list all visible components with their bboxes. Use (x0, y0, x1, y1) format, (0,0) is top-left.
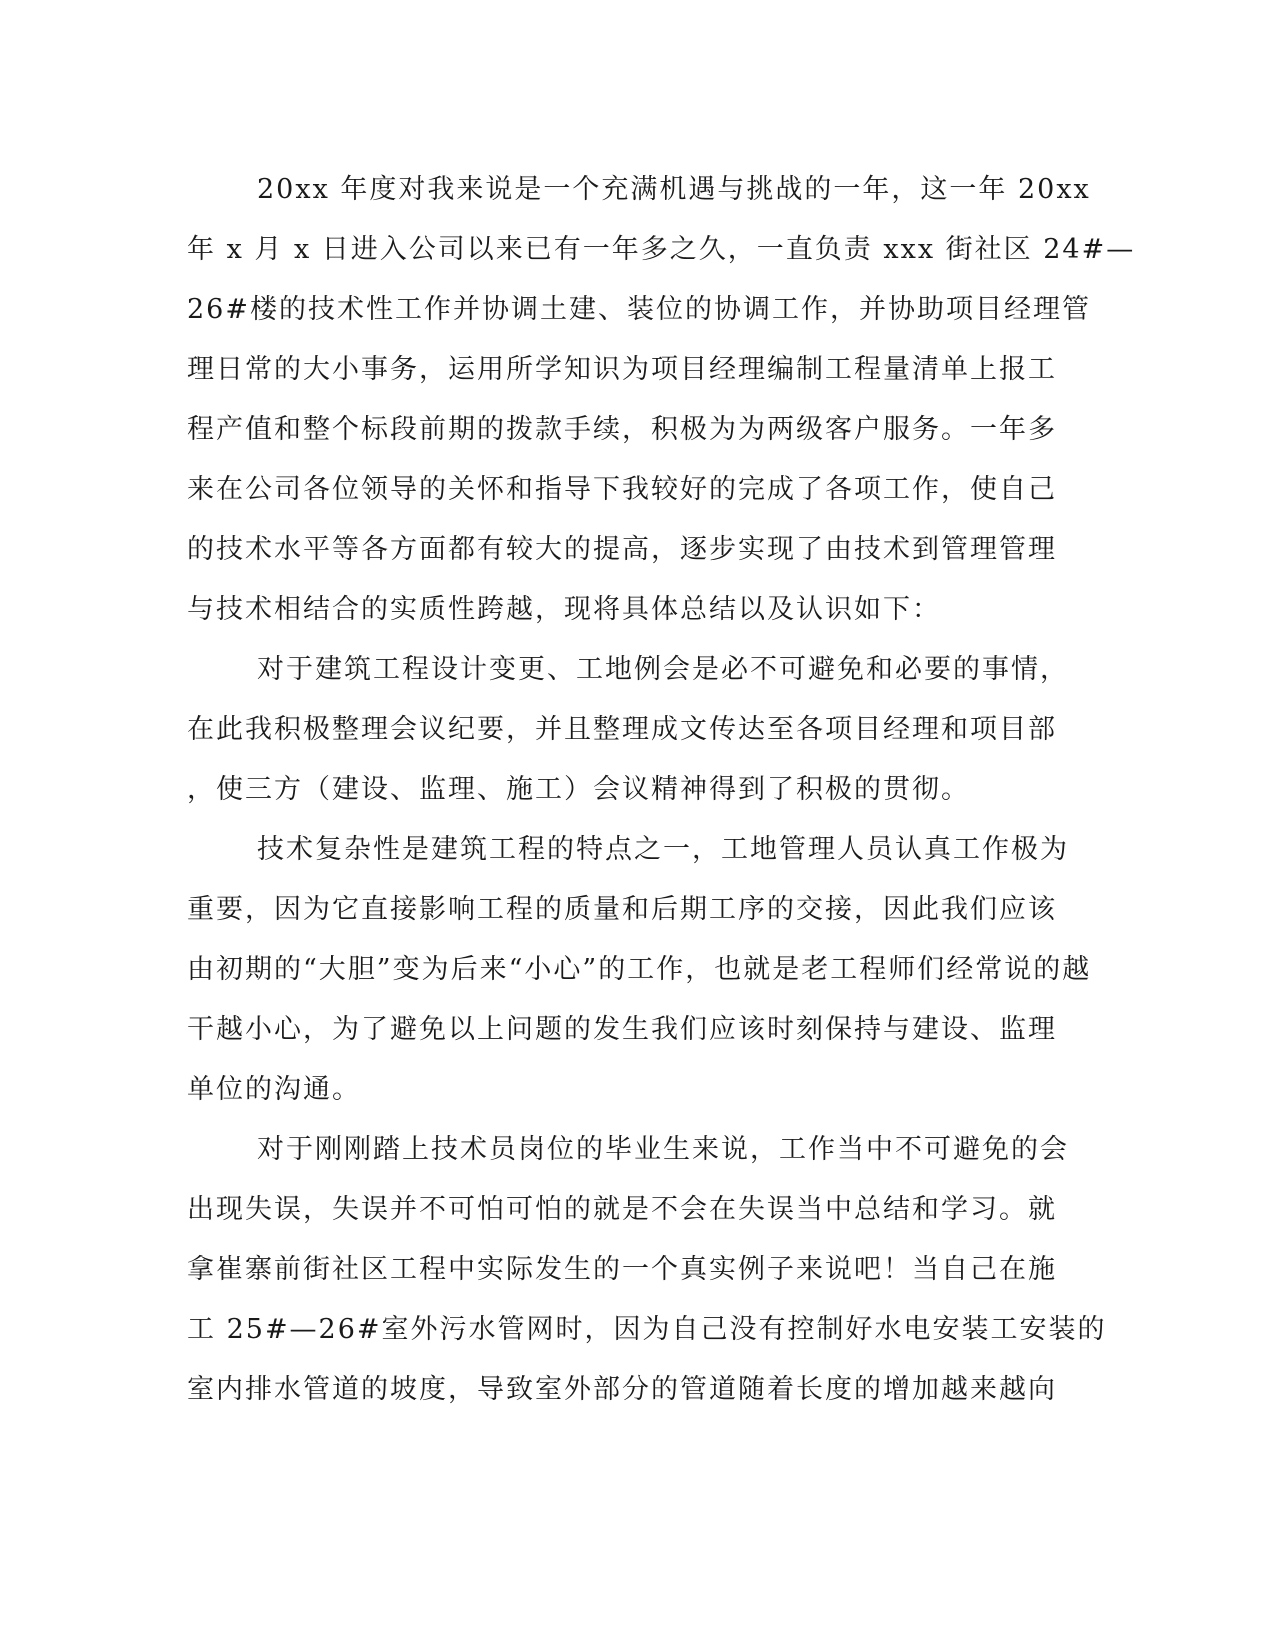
text-line: 理日常的大小事务，运用所学知识为项目经理编制工程量清单上报工 (187, 354, 1057, 385)
text-line: 室内排水管道的坡度，导致室外部分的管道随着长度的增加越来越向 (187, 1374, 1057, 1405)
text-line: 20xx 年度对我来说是一个充满机遇与挑战的一年，这一年 20xx (257, 174, 1091, 205)
paragraph-1 (187, 160, 1136, 640)
text-line: 出现失误，失误并不可怕可怕的就是不会在失误当中总结和学习。就 (187, 1194, 1057, 1225)
text-line: 的技术水平等各方面都有较大的提高，逐步实现了由技术到管理管理 (187, 534, 1057, 565)
text-line: 来在公司各位领导的关怀和指导下我较好的完成了各项工作，使自己 (187, 474, 1057, 505)
text-line: 技术复杂性是建筑工程的特点之一，工地管理人员认真工作极为 (257, 834, 1069, 865)
text-line: ，使三方（建设、监理、施工）会议精神得到了积极的贯彻。 (187, 774, 970, 805)
text-line: 工 25#—26#室外污水管网时，因为自己没有控制好水电安装工安装的 (187, 1314, 1107, 1345)
paragraph-4 (187, 1120, 1107, 1420)
paragraph-2 (187, 640, 1067, 820)
paragraph-3 (187, 820, 1092, 1120)
text-line: 重要，因为它直接影响工程的质量和后期工序的交接，因此我们应该 (187, 894, 1057, 925)
text-line: 26#楼的技术性工作并协调土建、装位的协调工作，并协助项目经理管 (187, 294, 1091, 325)
text-line: 对于刚刚踏上技术员岗位的毕业生来说，工作当中不可避免的会 (257, 1134, 1069, 1165)
text-line: 拿崔寨前街社区工程中实际发生的一个真实例子来说吧！当自己在施 (187, 1254, 1057, 1285)
text-line: 年 x 月 x 日进入公司以来已有一年多之久，一直负责 xxx 街社区 24#— (187, 234, 1136, 265)
text-line: 对于建筑工程设计变更、工地例会是必不可避免和必要的事情， (257, 654, 1069, 685)
text-line: 干越小心，为了避免以上问题的发生我们应该时刻保持与建设、监理 (187, 1014, 1057, 1045)
document-body (187, 160, 1136, 1420)
text-line: 程产值和整个标段前期的拨款手续，积极为为两级客户服务。一年多 (187, 414, 1057, 445)
text-line: 由初期的“大胆”变为后来“小心”的工作，也就是老工程师们经常说的越 (187, 954, 1092, 985)
text-line: 与技术相结合的实质性跨越，现将具体总结以及认识如下： (187, 594, 941, 625)
text-line: 在此我积极整理会议纪要，并且整理成文传达至各项目经理和项目部 (187, 714, 1057, 745)
text-line: 单位的沟通。 (187, 1074, 361, 1105)
